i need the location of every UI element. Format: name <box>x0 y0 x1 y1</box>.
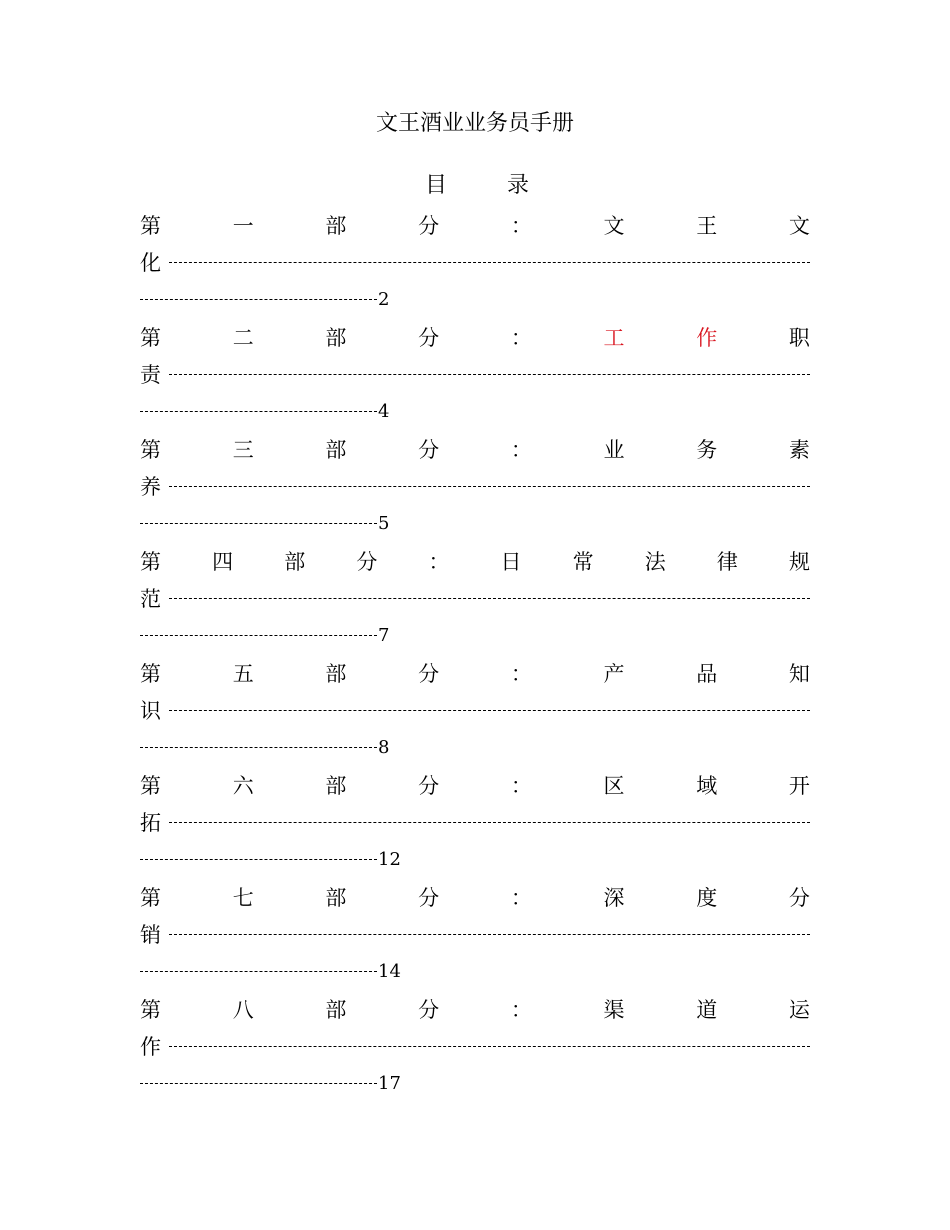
dot-leader <box>140 971 377 973</box>
toc-entry-title-line <box>140 878 810 916</box>
toc-entry-char: 部 <box>325 326 347 350</box>
dot-leader <box>140 635 377 637</box>
toc-entry-char: 常 <box>572 550 594 574</box>
toc-entry-char: 第 <box>140 550 161 574</box>
toc-page-number: 2 <box>378 288 390 310</box>
dot-leader <box>169 822 810 824</box>
toc-entry-char: 识 <box>140 699 161 723</box>
toc-entry-char: 深 <box>603 886 625 910</box>
toc-entry-char: 文 <box>788 214 810 238</box>
toc-heading-char: 录 <box>506 173 529 198</box>
toc-entry-leader-line <box>140 1028 810 1064</box>
toc-entry-title-line <box>140 766 810 804</box>
toc-entry-char: 部 <box>325 774 347 798</box>
toc-entry-leader-line <box>140 804 810 840</box>
toc-entry-char: 责 <box>140 363 161 387</box>
toc-entry-char: 第 <box>140 214 161 238</box>
toc-page-number: 8 <box>378 736 390 758</box>
toc-entry-char: 法 <box>644 550 666 574</box>
toc-entry-char: 王 <box>696 214 718 238</box>
toc-entry-char: 七 <box>232 886 254 910</box>
toc-entry-char: 五 <box>232 662 254 686</box>
toc-entry-title-line <box>140 542 810 580</box>
toc-entry-char: 部 <box>284 550 306 574</box>
toc-page-number: 7 <box>378 624 390 646</box>
toc-entry-page-line <box>140 392 810 430</box>
dot-leader <box>169 1046 810 1048</box>
toc-page-number: 14 <box>378 960 401 982</box>
toc-entry-char: 六 <box>232 774 254 798</box>
toc-entry-leader-line <box>140 580 810 616</box>
dot-leader <box>169 262 810 264</box>
dot-leader <box>169 486 810 488</box>
toc-entry-char: 三 <box>232 438 254 462</box>
dot-leader <box>140 411 377 413</box>
toc-entry-char: 部 <box>325 438 347 462</box>
toc-entry-char: 道 <box>696 998 718 1022</box>
toc-entry[interactable] <box>140 430 810 542</box>
toc-entry-char: 度 <box>696 886 718 910</box>
toc-entry-char: 作 <box>696 326 718 350</box>
toc-entry-char: 律 <box>716 550 738 574</box>
toc-page-number: 12 <box>378 848 401 870</box>
toc-entry-char: 第 <box>140 438 161 462</box>
toc-heading-char: 目 <box>425 173 448 198</box>
toc-entry-char: ： <box>510 214 532 238</box>
toc-entry-char: 部 <box>325 886 347 910</box>
toc-entry-char: 素 <box>788 438 810 462</box>
toc-entry-title-line <box>140 990 810 1028</box>
toc-entry-char: ： <box>510 326 532 350</box>
toc-entry-char: 知 <box>788 662 810 686</box>
toc-entry-char: 拓 <box>140 811 161 835</box>
toc-page-number: 5 <box>378 512 390 534</box>
dot-leader <box>169 598 810 600</box>
toc-entry[interactable] <box>140 990 810 1102</box>
toc-entry-char: 作 <box>140 1035 161 1059</box>
dot-leader <box>169 934 810 936</box>
toc-entry[interactable] <box>140 318 810 430</box>
toc-entry-char: 第 <box>140 326 161 350</box>
toc-entry-char: 部 <box>325 662 347 686</box>
dot-leader <box>140 523 377 525</box>
table-of-contents <box>140 206 810 1102</box>
toc-entry-char: 一 <box>232 214 254 238</box>
toc-entry-leader-line <box>140 356 810 392</box>
toc-entry-char: 分 <box>418 438 440 462</box>
toc-entry-char: 开 <box>788 774 810 798</box>
toc-entry-title-line <box>140 206 810 244</box>
toc-entry[interactable] <box>140 206 810 318</box>
dot-leader <box>169 374 810 376</box>
toc-entry-char: 职 <box>788 326 810 350</box>
dot-leader <box>140 299 377 301</box>
toc-entry-char: 日 <box>500 550 522 574</box>
toc-entry-page-line <box>140 616 810 654</box>
document-title: 文王酒业业务员手册 <box>375 111 574 136</box>
toc-entry-char: 运 <box>788 998 810 1022</box>
toc-entry-char: 域 <box>696 774 718 798</box>
toc-entry-char: ： <box>510 662 532 686</box>
toc-entry-char: 分 <box>356 550 378 574</box>
toc-entry-title-line <box>140 654 810 692</box>
toc-entry-char: 销 <box>140 923 161 947</box>
toc-page-number: 17 <box>378 1072 401 1094</box>
toc-entry-leader-line <box>140 692 810 728</box>
toc-entry-char: 分 <box>418 886 440 910</box>
toc-entry-char: 区 <box>603 774 625 798</box>
toc-entry-title-line <box>140 430 810 468</box>
toc-entry-char: 品 <box>696 662 718 686</box>
toc-entry-char: ： <box>428 550 450 574</box>
toc-entry-char: 分 <box>418 662 440 686</box>
toc-entry-char: 分 <box>418 326 440 350</box>
toc-entry-char: 分 <box>418 214 440 238</box>
dot-leader <box>140 859 377 861</box>
toc-entry-page-line <box>140 728 810 766</box>
toc-entry-char: 第 <box>140 886 161 910</box>
toc-entry-char: ： <box>510 998 532 1022</box>
toc-entry-char: 八 <box>232 998 254 1022</box>
dot-leader <box>140 747 377 749</box>
toc-entry-title-line <box>140 318 810 356</box>
toc-entry-char: 业 <box>603 438 625 462</box>
toc-entry-char: ： <box>510 886 532 910</box>
toc-entry-page-line <box>140 280 810 318</box>
toc-entry-char: 规 <box>788 550 810 574</box>
toc-entry-page-line <box>140 1064 810 1102</box>
toc-entry-char: 分 <box>788 886 810 910</box>
toc-heading <box>425 171 529 201</box>
toc-entry-char: 养 <box>140 475 161 499</box>
toc-entry-char: 范 <box>140 587 161 611</box>
toc-entry-char: 部 <box>325 214 347 238</box>
toc-entry-page-line <box>140 840 810 878</box>
dot-leader <box>140 1083 377 1085</box>
toc-entry-leader-line <box>140 244 810 280</box>
toc-entry-char: 部 <box>325 998 347 1022</box>
toc-entry-char: 四 <box>212 550 234 574</box>
toc-entry-char: 第 <box>140 662 161 686</box>
toc-entry-char: ： <box>510 774 532 798</box>
toc-entry-char: 渠 <box>603 998 625 1022</box>
toc-entry-leader-line <box>140 468 810 504</box>
toc-entry-char: 务 <box>696 438 718 462</box>
toc-entry-char: 文 <box>603 214 625 238</box>
toc-entry[interactable] <box>140 766 810 878</box>
toc-entry-page-line <box>140 952 810 990</box>
toc-page-number: 4 <box>378 400 390 422</box>
toc-entry[interactable] <box>140 654 810 766</box>
toc-entry-char: 工 <box>603 326 625 350</box>
toc-entry[interactable] <box>140 878 810 990</box>
toc-entry-char: 分 <box>418 774 440 798</box>
toc-entry-char: ： <box>510 438 532 462</box>
toc-entry-char: 产 <box>603 662 625 686</box>
toc-entry-char: 二 <box>232 326 254 350</box>
toc-entry-page-line <box>140 504 810 542</box>
toc-entry-leader-line <box>140 916 810 952</box>
toc-entry-char: 第 <box>140 774 161 798</box>
toc-entry-char: 分 <box>418 998 440 1022</box>
toc-entry-char: 第 <box>140 998 161 1022</box>
dot-leader <box>169 710 810 712</box>
toc-entry-char: 化 <box>140 251 161 275</box>
toc-entry[interactable] <box>140 542 810 654</box>
